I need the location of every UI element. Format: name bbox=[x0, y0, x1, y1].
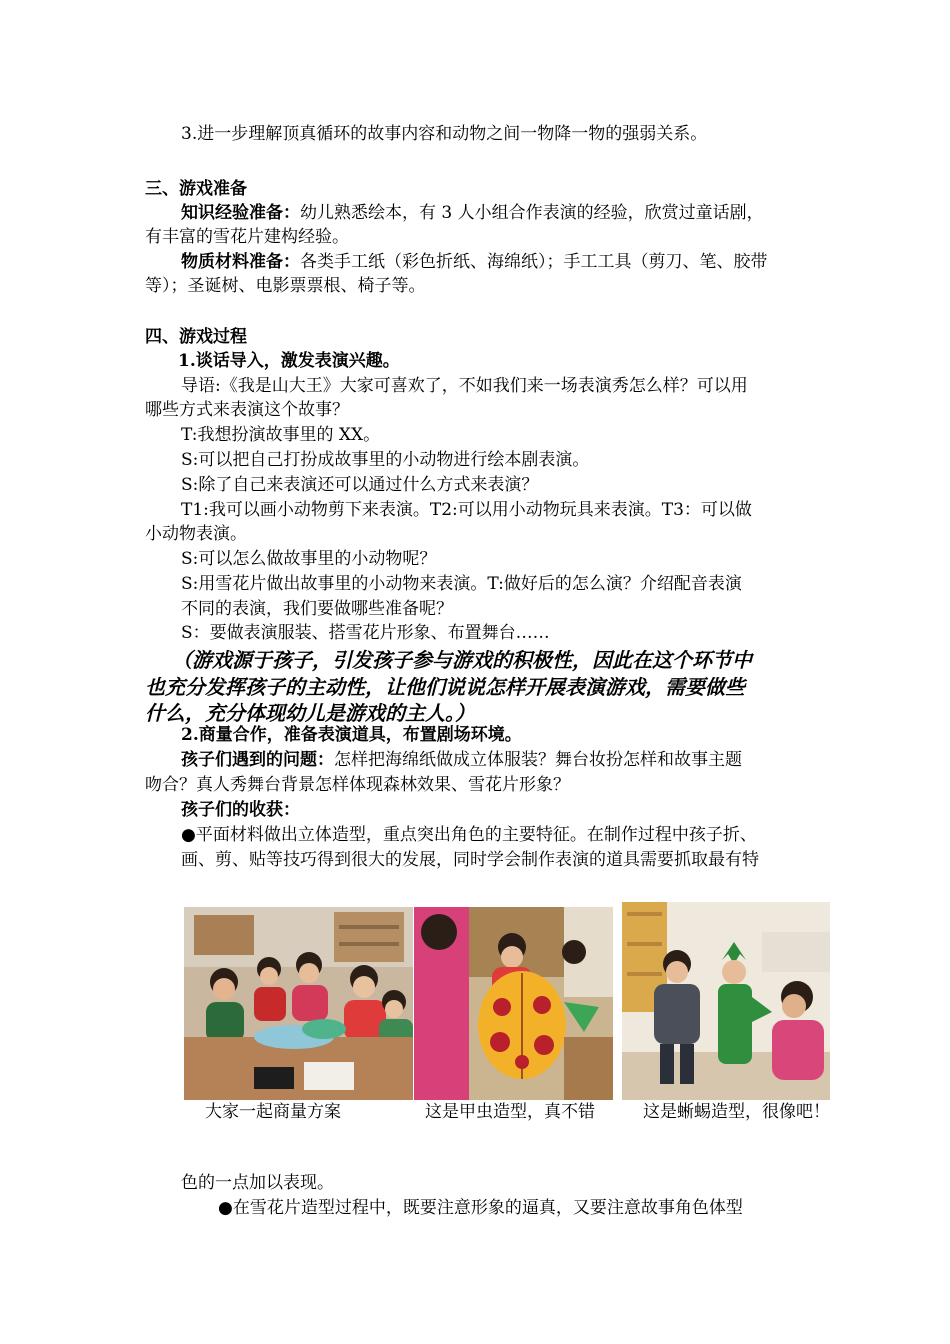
dialogue-line: 导语:《我是山大王》大家可喜欢了，不如我们来一场表演秀怎么样？可以用 bbox=[181, 376, 748, 396]
step-2-title: 2.商量合作，准备表演道具，布置剧场环境。 bbox=[181, 725, 522, 745]
teacher-note-line: （游戏源于孩子，引发孩子参与游戏的积极性，因此在这个环节中 bbox=[172, 648, 752, 672]
gain-2-line: ●在雪花片造型过程中，既要注意形象的逼真，又要注意故事角色体型 bbox=[218, 1198, 743, 1218]
materials-line-1 bbox=[181, 250, 768, 274]
materials-label: 物质材料准备： bbox=[181, 252, 300, 272]
classroom-table-photo bbox=[184, 907, 413, 1100]
step-1-title: 1.谈话导入，激发表演兴趣。 bbox=[178, 351, 400, 371]
dialogue-line: S:用雪花片做出故事里的小动物来表演。T:做好后的怎么演？介绍配音表演 bbox=[181, 574, 742, 594]
materials-line-2: 等）；圣诞树、电影票票根、椅子等。 bbox=[145, 276, 426, 296]
lizard-costume-photo bbox=[622, 902, 830, 1100]
photo-caption: 这是蜥蜴造型，很像吧！ bbox=[643, 1102, 830, 1122]
dialogue-line: T:我想扮演故事里的 XX。 bbox=[181, 425, 381, 445]
section-4-heading: 四、游戏过程 bbox=[145, 327, 247, 347]
teacher-note-line: 也充分发挥孩子的主动性，让他们说说怎样开展表演游戏，需要做些 bbox=[145, 675, 745, 699]
ladybug-costume-photo bbox=[414, 907, 613, 1100]
dialogue-line: S:可以把自己打扮成故事里的小动物进行绘本剧表演。 bbox=[181, 450, 590, 470]
materials-text: 各类手工纸（彩色折纸、海绵纸）；手工工具（剪刀、笔、胶带 bbox=[300, 252, 768, 272]
gains-label: 孩子们的收获： bbox=[181, 800, 300, 820]
section-3-heading: 三、游戏准备 bbox=[145, 179, 247, 199]
gain-1-line: 画、剪、贴等技巧得到很大的发展，同时学会制作表演的道具需要抓取最有特 bbox=[181, 850, 759, 870]
photo-caption: 大家一起商量方案 bbox=[205, 1102, 341, 1122]
dialogue-line: T1:我可以画小动物剪下来表演。T2:可以用小动物玩具来表演。T3：可以做 bbox=[181, 500, 752, 520]
objective-3: 3.进一步理解顶真循环的故事内容和动物之间一物降一物的强弱关系。 bbox=[181, 124, 708, 144]
problems-text: 怎样把海绵纸做成立体服装？舞台妆扮怎样和故事主题 bbox=[334, 750, 742, 770]
knowledge-label: 知识经验准备： bbox=[181, 203, 300, 223]
dialogue-line: 小动物表演。 bbox=[145, 524, 247, 544]
dialogue-line: S:可以怎么做故事里的小动物呢？ bbox=[181, 549, 437, 569]
problems-label: 孩子们遇到的问题： bbox=[181, 750, 334, 770]
gain-1-line: ●平面材料做出立体造型，重点突出角色的主要特征。在制作过程中孩子折、 bbox=[181, 825, 757, 845]
gain-1-continuation: 色的一点加以表现。 bbox=[181, 1173, 334, 1193]
problems-line-2: 吻合？真人秀舞台背景怎样体现森林效果、雪花片形象？ bbox=[145, 775, 570, 795]
knowledge-line-1 bbox=[181, 201, 764, 225]
problems-line-1 bbox=[181, 748, 742, 772]
knowledge-text: 幼儿熟悉绘本，有 3 人小组合作表演的经验，欣赏过童话剧， bbox=[300, 203, 764, 223]
knowledge-line-2: 有丰富的雪花片建构经验。 bbox=[145, 227, 349, 247]
photo-caption: 这是甲虫造型，真不错 bbox=[425, 1102, 595, 1122]
dialogue-line: 不同的表演，我们要做哪些准备呢？ bbox=[181, 599, 453, 619]
dialogue-line: 哪些方式来表演这个故事？ bbox=[145, 400, 349, 420]
dialogue-line: S:除了自己来表演还可以通过什么方式来表演？ bbox=[181, 475, 539, 495]
teacher-note-line: 什么，充分体现幼儿是游戏的主人。） bbox=[145, 701, 475, 725]
dialogue-line: S：要做表演服装、搭雪花片形象、布置舞台…… bbox=[181, 623, 550, 643]
